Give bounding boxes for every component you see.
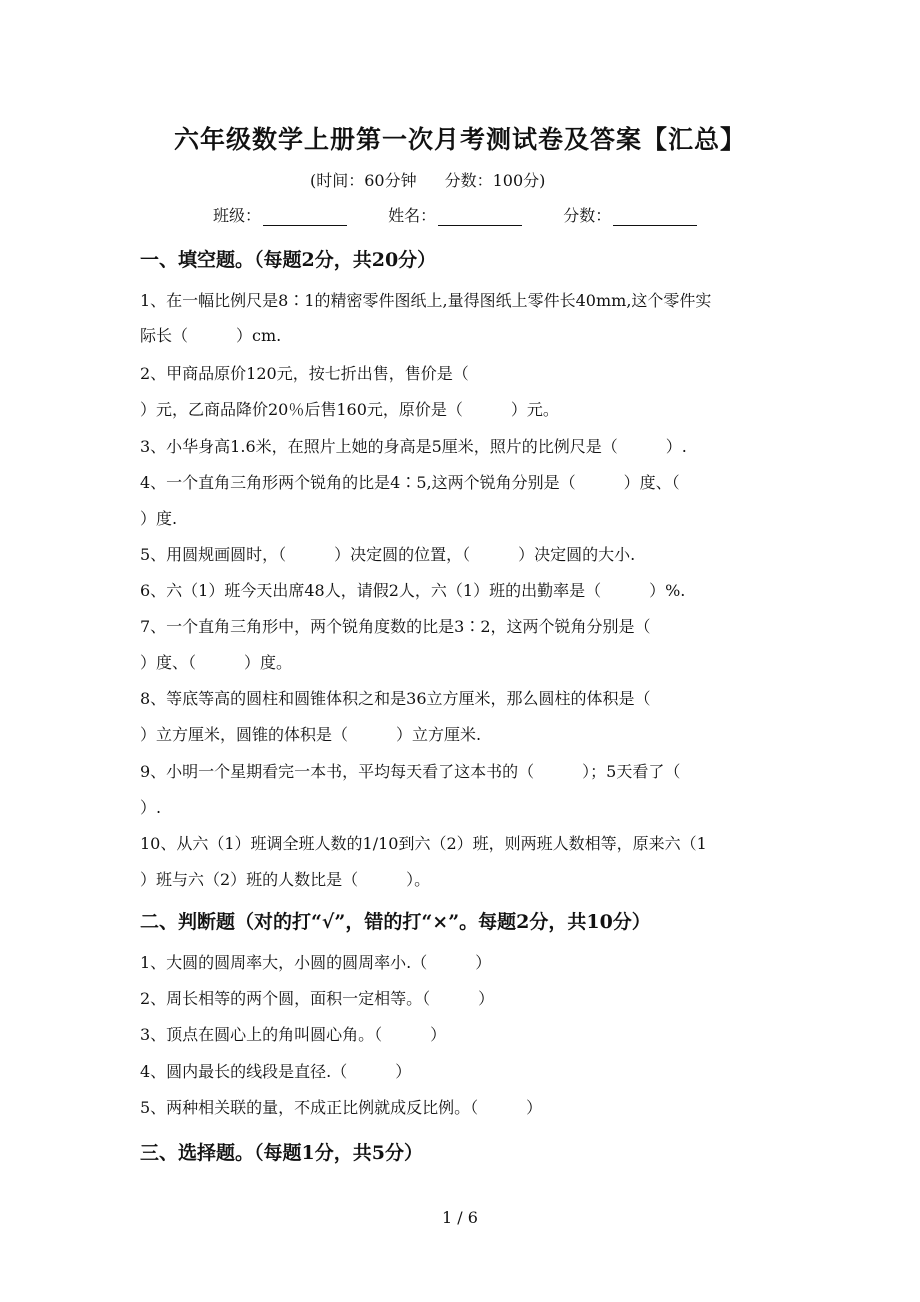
section-heading-fill-in: 一、填空题。（每题2分，共20分） (140, 249, 437, 271)
name-label: 姓名： (388, 206, 437, 225)
question-line: ）立方厘米，圆锥的体积是（ ）立方厘米. (140, 725, 482, 744)
question-line: 2、甲商品原价120元，按七折出售，售价是（ (140, 364, 469, 383)
name-field (388, 203, 522, 226)
question-line: 4、圆内最长的线段是直径.（ ） (140, 1062, 412, 1081)
question-line: ）度、（ ）度。 (140, 653, 293, 672)
question-line: ）元，乙商品降价20％后售160元，原价是（ ）元。 (140, 400, 559, 419)
question-line: 8、等底等高的圆柱和圆锥体积之和是36立方厘米，那么圆柱的体积是（ (140, 689, 651, 708)
score-blank[interactable] (613, 209, 697, 226)
name-blank[interactable] (438, 209, 522, 226)
score-field (563, 203, 697, 226)
class-field (213, 203, 347, 226)
section-heading-multiple-choice: 三、选择题。（每题1分，共5分） (140, 1142, 423, 1164)
exam-time: (时间：60分钟 (310, 171, 417, 190)
question-line: 9、小明一个星期看完一本书，平均每天看了这本书的（ ）；5天看了（ (140, 762, 681, 781)
question-line: 4、一个直角三角形两个锐角的比是4∶5,这两个锐角分别是（ ）度、（ (140, 473, 680, 492)
question-line: 际长（ ）cm. (140, 326, 282, 345)
page-number: 1 / 6 (442, 1208, 478, 1227)
question-line: 3、小华身高1.6米，在照片上她的身高是5厘米，照片的比例尺是（ ）. (140, 437, 687, 456)
class-label: 班级： (213, 206, 262, 225)
score-label: 分数： (563, 206, 612, 225)
question-line: 1、大圆的圆周率大，小圆的圆周率小.（ ） (140, 953, 492, 972)
student-info (213, 203, 733, 226)
question-line: 5、两种相关联的量，不成正比例就成反比例。（ ） (140, 1098, 543, 1117)
question-line: ）. (140, 798, 162, 817)
question-line: 6、六（1）班今天出席48人，请假2人，六（1）班的出勤率是（ ）%. (140, 581, 686, 600)
exam-meta (310, 168, 573, 191)
question-line: 3、顶点在圆心上的角叫圆心角。（ ） (140, 1025, 447, 1044)
question-line: 10、从六（1）班调全班人数的1/10到六（2）班，则两班人数相等，原来六（1 (140, 834, 707, 853)
question-line: 1、在一幅比例尺是8∶1的精密零件图纸上,量得图纸上零件长40mm,这个零件实 (140, 291, 712, 310)
question-line: 5、用圆规画圆时，（ ）决定圆的位置，（ ）决定圆的大小. (140, 545, 636, 564)
question-line: 7、一个直角三角形中，两个锐角度数的比是3∶2，这两个锐角分别是（ (140, 617, 651, 636)
question-line: ）度. (140, 509, 178, 528)
exam-total-score: 分数：100分) (444, 171, 546, 190)
question-line: 2、周长相等的两个圆，面积一定相等。（ ） (140, 989, 495, 1008)
question-line: ）班与六（2）班的人数比是（ ）。 (140, 870, 431, 889)
class-blank[interactable] (263, 209, 347, 226)
page-title: 六年级数学上册第一次月考测试卷及答案【汇总】 (173, 125, 746, 154)
section-heading-true-false: 二、判断题（对的打“√”，错的打“×”。每题2分，共10分） (140, 911, 651, 933)
